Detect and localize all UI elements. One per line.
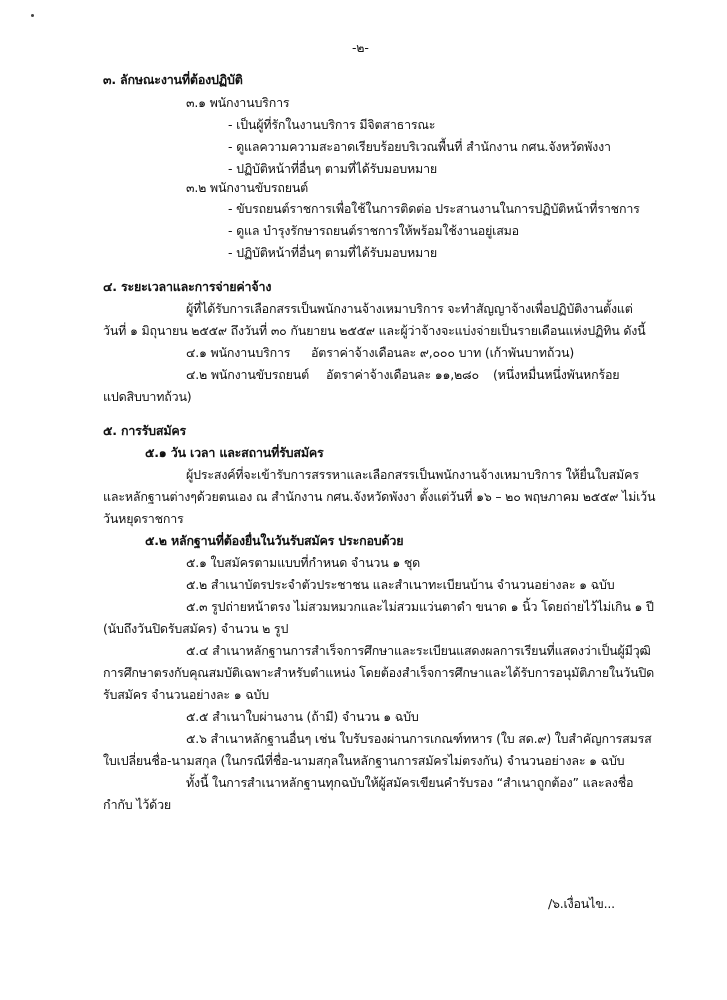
section3-1-title: ๓.๑ พนักงานบริการ <box>186 95 290 110</box>
section3-1-item: - เป็นผู้ที่รักในงานบริการ มีจิตสาธารณะ <box>228 117 436 132</box>
rate-2-words: (หนึ่งหมื่นหนึ่งพันหกร้อย <box>493 367 620 382</box>
section3-1-item: - ดูแลความความสะอาดเรียบร้อยบริเวณพื้นที่ สำนักงาน กศน.จังหวัดพังงา <box>228 139 611 154</box>
section5-1-title: ๕.๑ วัน เวลา และสถานที่รับสมัคร <box>145 445 324 460</box>
document-item: ๕.๖ สำเนาหลักฐานอื่นๆ เช่น ใบรับรองผ่านการเกณฑ์ทหาร (ใบ สด.๙) ใบสำคัญการสมรส <box>186 731 652 746</box>
document-item-cont: (นับถึงวันปิดรับสมัคร) จำนวน ๒ รูป <box>103 621 289 636</box>
next-page-marker: /๖.เงื่อนไข... <box>548 896 615 911</box>
section5-1-line: และหลักฐานต่างๆด้วยตนเอง ณ สำนักงาน กศน.จังหวัดพังงา ตั้งแต่วันที่ ๑๖ – ๒๐ พฤษภาคม ๒๕๕๙ ไม่เว้น <box>103 489 656 504</box>
section5-1-line: วันหยุดราชการ <box>103 511 184 526</box>
document-item: ๕.๓ รูปถ่ายหน้าตรง ไม่สวมหมวกและไม่สวมแว่นตาดำ ขนาด ๑ นิ้ว โดยถ่ายไว้ไม่เกิน ๑ ปี <box>186 599 654 614</box>
note-line: กำกับ ไว้ด้วย <box>103 797 172 812</box>
scan-speck <box>31 14 34 17</box>
section5-heading: ๕. การรับสมัคร <box>103 423 187 438</box>
section4-paragraph-line: วันที่ ๑ มิถุนายน ๒๕๕๙ ถึงวันที่ ๓๐ กันยายน ๒๕๕๙ และผู้ว่าจ้างจะแบ่งจ่ายเป็นรายเดือนแห่งปฏิทิน ดังนี้ <box>103 323 646 338</box>
section3-2-item: - ดูแล บำรุงรักษารถยนต์ราชการให้พร้อมใช้งานอยู่เสมอ <box>228 223 519 238</box>
rate-2-label: ๔.๒ พนักงานขับรถยนต์ <box>186 367 310 382</box>
section4-paragraph-line: ผู้ที่ได้รับการเลือกสรรเป็นพนักงานจ้างเหมาบริการ จะทำสัญญาจ้างเพื่อปฏิบัติงานตั้งแต่ <box>186 301 633 316</box>
section5-2-title: ๕.๒ หลักฐานที่ต้องยื่นในวันรับสมัคร ประกอบด้วย <box>145 533 404 548</box>
document-item: ๕.๑ ใบสมัครตามแบบที่กำหนด จำนวน ๑ ชุด <box>186 555 421 570</box>
page-number: -๒- <box>352 40 369 55</box>
rate-2-value: อัตราค่าจ้างเดือนละ ๑๑,๒๘๐ <box>326 367 479 382</box>
section3-2-item: - ปฏิบัติหน้าที่อื่นๆ ตามที่ได้รับมอบหมาย <box>228 245 438 260</box>
section4-heading: ๔. ระยะเวลาและการจ่ายค่าจ้าง <box>103 279 272 294</box>
section5-1-line: ผู้ประสงค์ที่จะเข้ารับการสรรหาและเลือกสรรเป็นพนักงานจ้างเหมาบริการ ให้ยื่นใบสมัคร <box>186 467 639 482</box>
rate-1-value: อัตราค่าจ้างเดือนละ ๙,๐๐๐ บาท (เก้าพันบาทถ้วน) <box>311 345 575 360</box>
document-item-cont: ใบเปลี่ยนชื่อ-นามสกุล (ในกรณีที่ชื่อ-นามสกุลในหลักฐานการสมัครไม่ตรงกัน) จำนวนอย่างละ ๑ ฉบับ <box>103 753 625 768</box>
document-item: ๕.๔ สำเนาหลักฐานการสำเร็จการศึกษาและระเบียนแสดงผลการเรียนที่แสดงว่าเป็นผู้มีวุฒิ <box>186 643 651 658</box>
document-item: ๕.๕ สำเนาใบผ่านงาน (ถ้ามี) จำนวน ๑ ฉบับ <box>186 709 419 724</box>
section3-1-item: - ปฏิบัติหน้าที่อื่นๆ ตามที่ได้รับมอบหมาย <box>228 161 438 176</box>
section3-heading: ๓. ลักษณะงานที่ต้องปฏิบัติ <box>103 72 243 87</box>
section3-2-item: - ขับรถยนต์ราชการเพื่อใช้ในการติดต่อ ประสานงานในการปฏิบัติหน้าที่ราชการ <box>228 201 640 216</box>
document-item-cont: รับสมัคร จำนวนอย่างละ ๑ ฉบับ <box>103 687 270 702</box>
document-item: ๕.๒ สำเนาบัตรประจำตัวประชาชน และสำเนาทะเบียนบ้าน จำนวนอย่างละ ๑ ฉบับ <box>186 577 615 592</box>
document-item-cont: การศึกษาตรงกับคุณสมบัติเฉพาะสำหรับตำแหน่ง โดยต้องสำเร็จการศึกษาและได้รับการอนุมัติภายในวันปิด <box>103 665 655 680</box>
rate-1-label: ๔.๑ พนักงานบริการ <box>186 345 291 360</box>
section3-2-title: ๓.๒ พนักงานขับรถยนต์ <box>186 180 309 195</box>
rate-2-words-cont: แปดสิบบาทถ้วน) <box>103 389 192 404</box>
note-line: ทั้งนี้ ในการสำเนาหลักฐานทุกฉบับให้ผู้สมัครเขียนคำรับรอง “สำเนาถูกต้อง” และลงชื่อ <box>186 775 634 790</box>
